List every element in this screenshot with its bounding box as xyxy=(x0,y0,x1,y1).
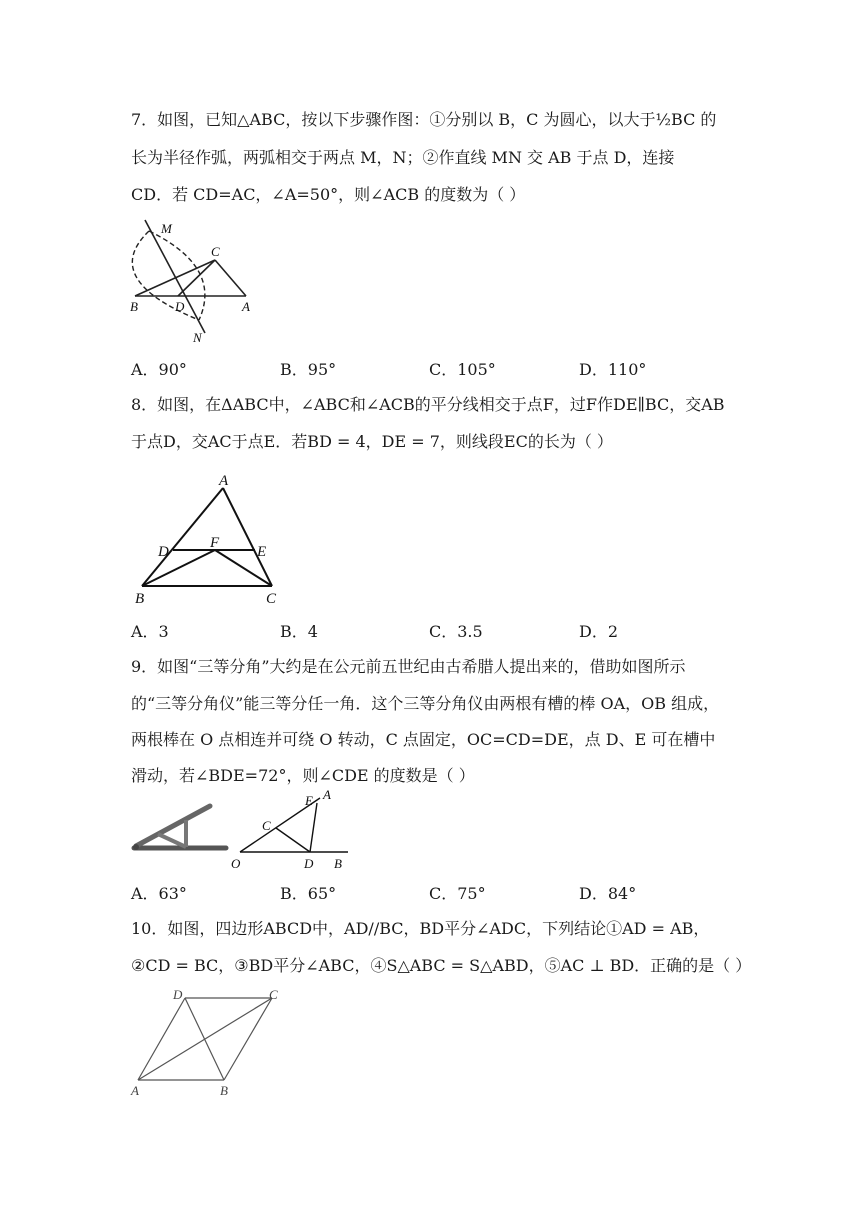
q7-line-1: 7．如图，已知△ABC，按以下步骤作图：①分别以 B，C 为圆心，以大于½BC 的 xyxy=(131,110,717,129)
label-a: A xyxy=(131,1083,139,1098)
q9-trisector-photo xyxy=(128,800,233,860)
q8-figure xyxy=(130,468,290,610)
q9-figure xyxy=(228,785,353,873)
label-d: D xyxy=(158,544,169,560)
q9-option-c: C．75° xyxy=(429,884,486,903)
label-d: D xyxy=(175,299,185,314)
q7-option-b: B．95° xyxy=(280,360,337,379)
q9-line-4: 滑动，若∠BDE=72°，则∠CDE 的度数是（ ） xyxy=(131,766,475,785)
q9-option-a: A．63° xyxy=(131,884,187,903)
label-c: C xyxy=(262,818,271,833)
q7-line-2: 长为半径作弧，两弧相交于两点 M，N；②作直线 MN 交 AB 于点 D，连接 xyxy=(131,148,675,167)
q10-line-1: 10．如图，四边形ABCD中，AD//BC，BD平分∠ADC，下列结论①AD = AB， xyxy=(131,919,710,938)
q9-line-3: 两根棒在 O 点相连并可绕 O 转动，C 点固定，OC=CD=DE，点 D、E 可在槽中 xyxy=(131,730,716,749)
q7-option-c: C．105° xyxy=(429,360,496,379)
q8-option-b: B．4 xyxy=(280,622,318,641)
label-b: B xyxy=(130,299,138,314)
q7-figure xyxy=(125,215,260,345)
q10-figure xyxy=(125,983,295,1103)
label-c: C xyxy=(269,987,278,1002)
q8-line-2: 于点D，交AC于点E．若BD = 4，DE = 7，则线段EC的长为（ ） xyxy=(131,432,613,451)
label-b: B xyxy=(334,856,342,871)
q9-line-2: 的“三等分角仪”能三等分任一角．这个三等分角仪由两根有槽的棒 OA，OB 组成， xyxy=(131,694,720,713)
label-n: N xyxy=(193,330,202,345)
q9-option-d: D．84° xyxy=(579,884,637,903)
label-c: C xyxy=(211,244,220,259)
q7-line-3: CD．若 CD=AC，∠A=50°，则∠ACB 的度数为（ ） xyxy=(131,185,526,204)
label-m: M xyxy=(161,221,172,236)
label-f: F xyxy=(210,535,220,551)
label-e: E xyxy=(257,544,267,560)
q8-option-d: D．2 xyxy=(579,622,619,641)
q8-option-c: C．3.5 xyxy=(429,622,483,641)
label-b: B xyxy=(220,1083,228,1098)
q9-line-1: 9．如图“三等分角”大约是在公元前五世纪由古希腊人提出来的，借助如图所示 xyxy=(131,657,686,676)
q7-option-d: D．110° xyxy=(579,360,647,379)
label-a: A xyxy=(242,299,250,314)
q8-option-a: A．3 xyxy=(131,622,169,641)
label-o: O xyxy=(231,856,241,871)
label-e: E xyxy=(305,793,313,808)
label-a: A xyxy=(323,787,331,802)
q7-option-a: A．90° xyxy=(131,360,187,379)
label-d: D xyxy=(173,987,183,1002)
q9-option-b: B．65° xyxy=(280,884,337,903)
label-b: B xyxy=(135,591,145,607)
label-c: C xyxy=(266,591,277,607)
label-a: A xyxy=(219,473,229,489)
label-d: D xyxy=(304,856,314,871)
q10-line-2: ②CD = BC，③BD平分∠ABC，④S△ABC = S△ABD，⑤AC ⊥ BD．正确的是（ ） xyxy=(131,956,752,975)
q8-line-1: 8．如图，在ΔABC中，∠ABC和∠ACB的平分线相交于点F，过F作DE∥BC，交AB xyxy=(131,395,725,414)
